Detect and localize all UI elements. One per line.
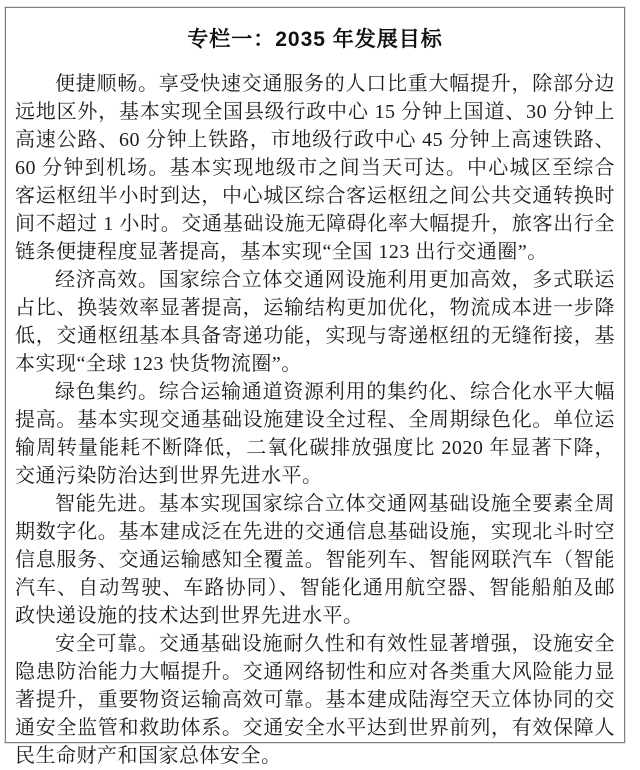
paragraph-green bbox=[15, 378, 615, 490]
paragraph-smart bbox=[15, 490, 615, 630]
goals-panel bbox=[5, 7, 625, 767]
paragraph-lead: 智能先进。 bbox=[55, 493, 159, 515]
paragraph-lead: 便捷顺畅。 bbox=[55, 73, 159, 95]
paragraph-convenient bbox=[15, 70, 615, 266]
panel-title: 专栏一：2035 年发展目标 bbox=[187, 28, 443, 51]
panel-body bbox=[15, 70, 615, 770]
paragraph-text: 享受快速交通服务的人口比重大幅提升，除部分边远地区外，基本实现全国县级行政中心 15 分钟上国道、30 分钟上高速公路、60 分钟上铁路，市地级行政中心 45 分钟上高速铁路、60 分钟到机场。基本实现地级市之间当天可达。中心城区至综合客运枢纽半小时到达，中心城区综合客运枢纽之间公共交通转换时间不超过 1 小时。交通基础设施无障碍化率大幅提升，旅客出行全链条便捷程度显著提高，基本实现“全国 123 出行交通圈”。 bbox=[15, 73, 615, 263]
paragraph-safe bbox=[15, 630, 615, 770]
paragraph-text: 国家综合立体交通网设施利用更加高效，多式联运占比、换装效率显著提高，运输结构更加优化，物流成本进一步降低，交通枢纽基本具备寄递功能，实现与寄递枢纽的无缝衔接，基本实现“全球 123 快货物流圈”。 bbox=[15, 269, 615, 375]
paragraph-lead: 绿色集约。 bbox=[55, 381, 159, 403]
paragraph-text: 基本实现国家综合立体交通网基础设施全要素全周期数字化。基本建成泛在先进的交通信息基础设施，实现北斗时空信息服务、交通运输感知全覆盖。智能列车、智能网联汽车（智能汽车、自动驾驶、车路协同）、智能化通用航空器、智能船舶及邮政快递设施的技术达到世界先进水平。 bbox=[15, 493, 615, 627]
paragraph-lead: 经济高效。 bbox=[55, 269, 159, 291]
paragraph-text: 综合运输通道资源利用的集约化、综合化水平大幅提高。基本实现交通基础设施建设全过程、全周期绿色化。单位运输周转量能耗不断降低，二氧化碳排放强度比 2020 年显著下降，交通污染防治达到世界先进水平。 bbox=[15, 381, 615, 487]
paragraph-text: 交通基础设施耐久性和有效性显著增强，设施安全隐患防治能力大幅提升。交通网络韧性和应对各类重大风险能力显著提升，重要物资运输高效可靠。基本建成陆海空天立体协同的交通安全监管和救助体系。交通安全水平达到世界前列，有效保障人民生命财产和国家总体安全。 bbox=[15, 633, 615, 767]
paragraph-efficient bbox=[15, 266, 615, 378]
paragraph-lead: 安全可靠。 bbox=[55, 633, 159, 655]
